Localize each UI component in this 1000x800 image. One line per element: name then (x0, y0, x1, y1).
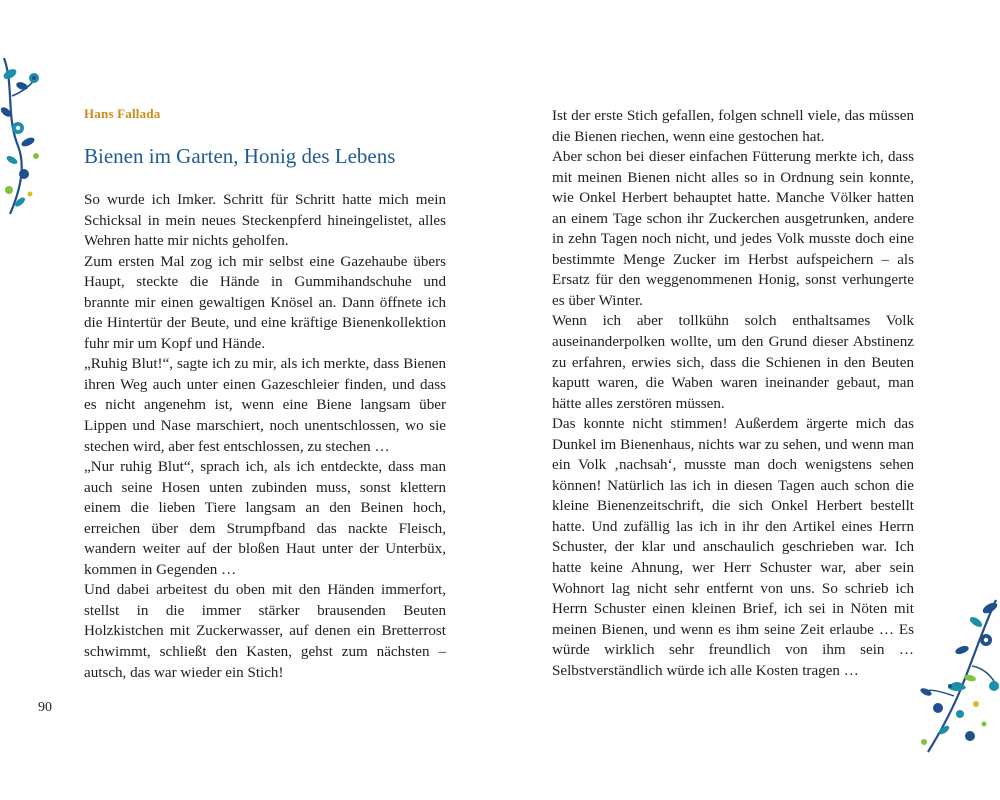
page-number: 90 (38, 700, 52, 715)
paragraph: Ist der erste Stich gefallen, folgen schnell viele, das müssen die Bienen riechen, wenn eine gestochen hat. (552, 108, 914, 145)
author-name: Hans Fallada (84, 106, 161, 121)
paragraph: Wenn ich aber tollkühn solch enthaltsames Volk auseinanderpolken wollte, um den Grund dieser Abstinenz zu erfahren, erwies sich, dass die Schienen in den Beuten kaputt waren, die Waben waren ineinander gebaut, man hätte alles zerstören müssen. (552, 313, 914, 412)
paragraph: Das konnte nicht stimmen! Außerdem ärgerte mich das Dunkel im Bienenhaus, nichts war zu sehen, und wenn man ein Volk ‚nachsah‘, musste man doch wenigstens sehen können! Natürlich las ich in diesen Tagen auch schon die kleine Bienenzeitschrift, die sich Onkel Herbert bestellt hatte. Und zufällig las ich in ihr den Artikel eines Herrn Schuster, der klar und anschaulich geschrieben war. Ich hatte keine Ahnung, wer Herr Schuster war, aber sein Wohnort lag nicht sehr entfernt von uns. So schrieb ich Herrn Schuster einen kleinen Brief, ich sei in Nöten mit meinen Bienen, und wenn es ihm seine Zeit erlaube … Es würde wirklich sehr freundlich von ihm sein … Selbstverständlich würde ich alle Kosten tragen … (552, 416, 914, 679)
paragraph: So wurde ich Imker. Schritt für Schritt hatte mich mein Schicksal in mein neues Steckenpferd hineingelistet, alles Wehren hatte mir nichts geholfen. (84, 192, 446, 250)
paragraph: „Nur ruhig Blut“, sprach ich, als ich entdeckte, dass man auch seine Hosen unten zubinden muss, sonst klettern einem die lieben Tiere langsam an den Beinen hoch, erreichen über dem Strumpfband das nackte Fleisch, wandern weiter auf der bloßen Haut unter der Unterbüx, kommen in Gegenden … (84, 459, 446, 578)
paragraph: Aber schon bei dieser einfachen Fütterung merkte ich, dass mit meinen Bienen nicht alles so in Ordnung sein konnte, wie Onkel Herbert behauptet hatte. Manche Völker hatten an einem Tage schon ihr Zuckerchen ausgetrunken, andere in zehn Tagen noch nicht, und jedes Volk musste doch eine bestimmte Menge Zucker im Herbst aufspeichern – als Ersatz für den weggenommenen Honig, sonst verhungerte es über Winter. (552, 149, 914, 309)
paragraph: Zum ersten Mal zog ich mir selbst eine Gazehaube übers Haupt, steckte die Hände in Gummihandschuhe und brannte mir einen gewaltigen Knösel an. Dann öffnete ich die Hintertür der Beute, und eine kräftige Bienenkollektion fuhr mir um Kopf und Hände. (84, 253, 446, 352)
paragraph: Und dabei arbeitest du oben mit den Händen immerfort, stellst in die immer stärker brausenden Beuten Holzkistchen mit Zuckerwasser, auf denen ein Bretterrost schwimmt, schließt den Kasten, gehst zum nächsten – autsch, das war wieder ein Stich! (84, 582, 446, 681)
chapter-title: Bienen im Garten, Honig des Lebens (84, 144, 396, 168)
paragraph: „Ruhig Blut!“, sagte ich zu mir, als ich merkte, dass Bienen ihren Weg auch unter einen Gazeschleier finden, und dass es nicht angenehm ist, wenn eine Biene langsam über Lippen und Nase marschiert, noch unentschlossen, wo sie stechen wird, aber fest entschlossen, zu stechen … (84, 356, 446, 455)
right-text-column (552, 106, 914, 681)
floral-vine-right-icon (914, 596, 1000, 756)
left-text-column (84, 190, 446, 683)
floral-vine-left-icon (0, 56, 46, 216)
